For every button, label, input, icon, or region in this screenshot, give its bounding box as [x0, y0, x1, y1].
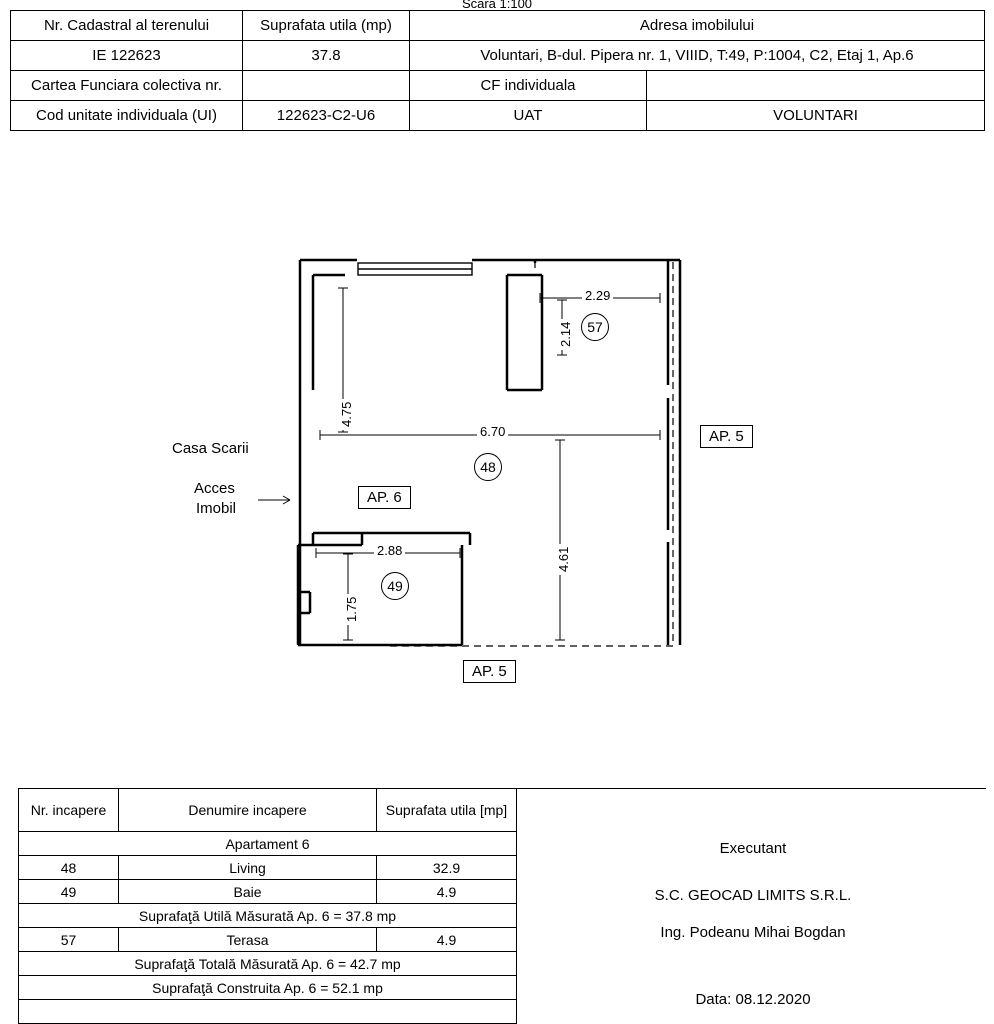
- header-uat-label: UAT: [410, 101, 647, 131]
- value-ui-code: 122623-C2-U6: [243, 101, 410, 131]
- executant-block: [520, 788, 986, 1008]
- acces-label: Acces: [194, 480, 235, 497]
- room-name: Living: [119, 856, 377, 880]
- room-marker-49: 49: [381, 572, 409, 600]
- executant-title: Executant: [719, 840, 787, 857]
- value-useful-area: 37.8: [243, 41, 410, 71]
- header-individual-cf-label: CF individuala: [410, 71, 647, 101]
- room-area: 4.9: [377, 880, 517, 904]
- table-row: [19, 928, 517, 952]
- dimension-2-29: 2.29: [582, 288, 613, 303]
- col-header-room-area: Suprafata utila [mp]: [377, 789, 517, 832]
- rooms-table: [18, 788, 517, 1024]
- total-measured-area: Suprafaţă Totală Măsurată Ap. 6 = 42.7 mp: [19, 952, 517, 976]
- table-row: [11, 41, 985, 71]
- header-collective-cf-label: Cartea Funciara colectiva nr.: [11, 71, 243, 101]
- table-row: [11, 71, 985, 101]
- dimension-1-75: 1.75: [344, 594, 359, 625]
- imobil-label: Imobil: [196, 500, 237, 517]
- table-row: [11, 101, 985, 131]
- header-address-label: Adresa imobilului: [410, 11, 985, 41]
- dimension-4-61: 4.61: [556, 544, 571, 575]
- executant-date: Data: 08.12.2020: [695, 991, 811, 1008]
- room-area: 32.9: [377, 856, 517, 880]
- room-name: Terasa: [119, 928, 377, 952]
- room-number: 57: [19, 928, 119, 952]
- value-uat: VOLUNTARI: [647, 101, 985, 131]
- room-marker-48: 48: [474, 453, 502, 481]
- table-row: [19, 856, 517, 880]
- dimension-2-14: 2.14: [558, 319, 573, 350]
- dimension-6-70: 6.70: [477, 424, 508, 439]
- table-row-section: [19, 832, 517, 856]
- header-cadastral-label: Nr. Cadastral al terenului: [11, 11, 243, 41]
- value-individual-cf: [647, 71, 985, 101]
- ap5-bottom-label: AP. 5: [463, 660, 516, 683]
- value-cadastral-number: IE 122623: [11, 41, 243, 71]
- ap5-right-label: AP. 5: [700, 425, 753, 448]
- dimension-4-75: 4.75: [339, 399, 354, 430]
- room-number: 48: [19, 856, 119, 880]
- table-row-total: [19, 952, 517, 976]
- section-title-apartment: Apartament 6: [19, 832, 517, 856]
- room-marker-57: 57: [581, 313, 609, 341]
- table-row: [11, 11, 985, 41]
- table-row: [19, 880, 517, 904]
- dimension-2-88: 2.88: [374, 543, 405, 558]
- empty-cell: [19, 1000, 517, 1024]
- value-address: Voluntari, B-dul. Pipera nr. 1, VIIID, T:49, P:1004, C2, Etaj 1, Ap.6: [410, 41, 985, 71]
- scale-caption: Scara 1:100: [461, 0, 533, 11]
- room-number: 49: [19, 880, 119, 904]
- room-area: 4.9: [377, 928, 517, 952]
- header-ui-code-label: Cod unitate individuala (UI): [11, 101, 243, 131]
- col-header-room-number: Nr. incapere: [19, 789, 119, 832]
- value-collective-cf: [243, 71, 410, 101]
- room-name: Baie: [119, 880, 377, 904]
- floor-plan-drawing: [0, 150, 994, 770]
- built-area: Suprafaţă Construita Ap. 6 = 52.1 mp: [19, 976, 517, 1000]
- subtotal-useful-area: Suprafaţă Utilă Măsurată Ap. 6 = 37.8 mp: [19, 904, 517, 928]
- col-header-room-name: Denumire incapere: [119, 789, 377, 832]
- executant-company: S.C. GEOCAD LIMITS S.R.L.: [654, 887, 852, 904]
- table-header-row: [19, 789, 517, 832]
- table-row-empty: [19, 1000, 517, 1024]
- table-row-total: [19, 976, 517, 1000]
- cadastral-header-table: [10, 10, 985, 131]
- table-row-subtotal: [19, 904, 517, 928]
- executant-engineer: Ing. Podeanu Mihai Bogdan: [660, 924, 846, 941]
- ap6-label: AP. 6: [358, 486, 411, 509]
- casa-scarii-label: Casa Scarii: [172, 440, 249, 457]
- header-area-label: Suprafata utila (mp): [243, 11, 410, 41]
